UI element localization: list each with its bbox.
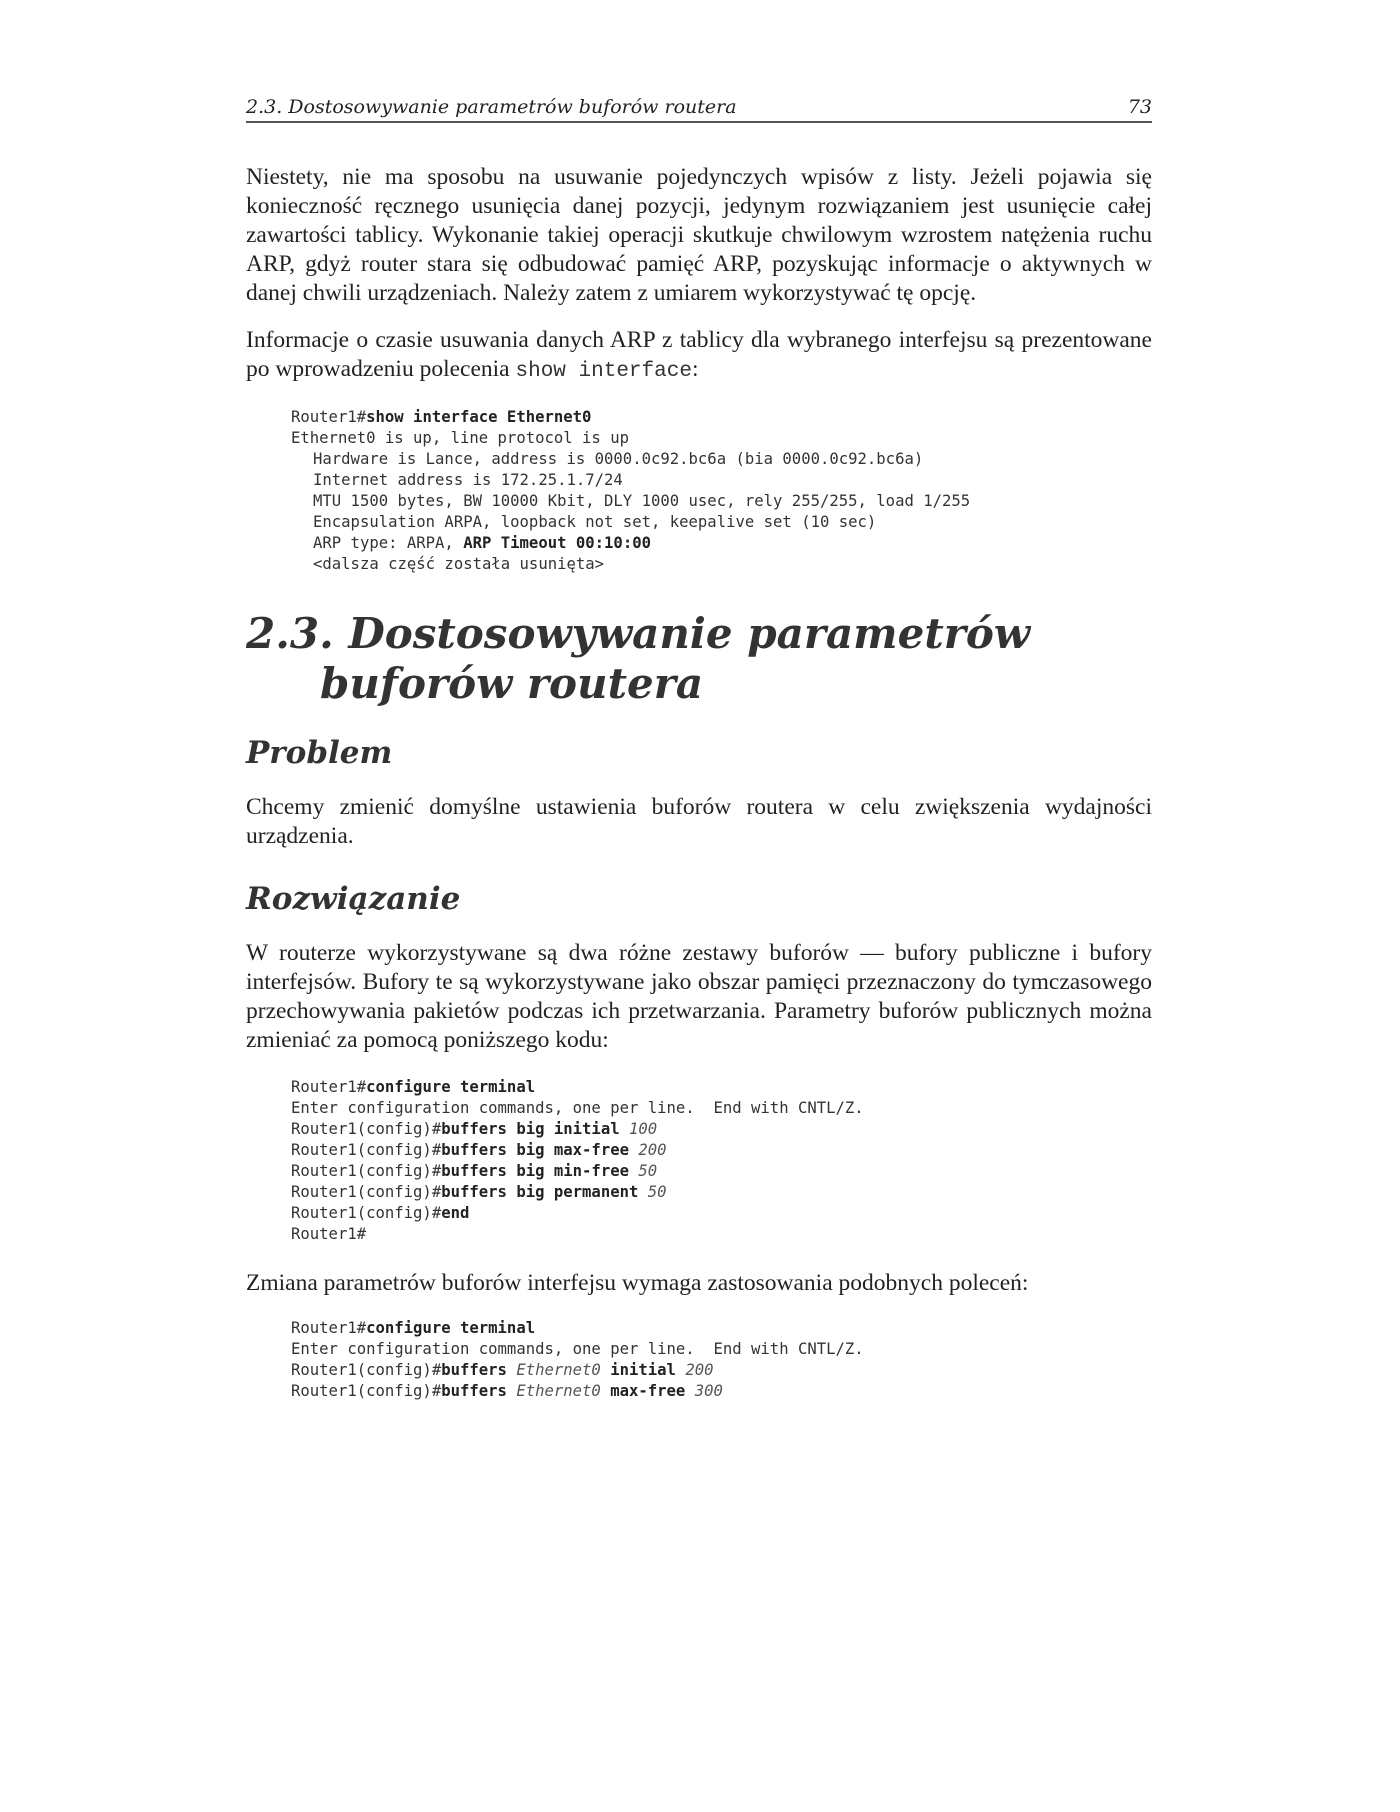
code-block-show-interface: Router1#show interface Ethernet0 Ethernet0 is up, line protocol is up Hardware is Lance, address is 0000.0c92.bc6a (bia 0000.0c92.bc6a) Internet address is 172.25.1.7/24 MTU 1500 bytes, BW 10000 Kbit, DLY 1000 usec, rely 255/255, load 1/255 Encapsulation ARPA, loopback not set, keepalive set (10 sec) ARP type: ARPA, ARP Timeout 00:10:00 <dalsza część została usunięta> [291,408,971,573]
book-page [246,96,1152,1402]
solution-heading: Rozwiązanie [246,881,461,917]
inline-code-show-interface: show interface [515,360,692,383]
page-number: 73 [1127,96,1152,118]
code-block-public-buffers: Router1#configure terminal Enter configuration commands, one per line. End with CNTL/Z. Router1(config)#buffers big initial 100 Router1(config)#buffers big max-free 200 Router1(config)#buffers big min-free 50 Router1(config)#buffers big permanent 50 Router1(config)#end Router1# [291,1078,864,1243]
running-header-title: 2.3. Dostosowywanie parametrów buforów routera [246,96,737,118]
problem-paragraph: Chcemy zmienić domyślne ustawienia buforów routera w celu zwiększenia wydajności urządzenia. [246,794,1152,849]
paragraph-show-interface: Informacje o czasie usuwania danych ARP z tablicy dla wybranego interfejsu są prezentowane po wprowadzeniu polecenia show interface: [246,327,1152,383]
problem-heading: Problem [246,735,393,771]
paragraph-arp-removal: Niestety, nie ma sposobu na usuwanie pojedynczych wpisów z listy. Jeżeli pojawia się konieczność ręcznego usunięcia danej pozycji, jedynym rozwiązaniem jest usunięcie całej zawartości tablicy. Wykonanie takiej operacji skutkuje chwilowym wzrostem natężenia ruchu ARP, gdyż router stara się odbudować pamięć ARP, pozyskując informacje o aktywnych w danej chwili urządzeniach. Należy zatem z umiarem wykorzystywać tę opcję. [246,164,1152,306]
interface-buffers-paragraph: Zmiana parametrów buforów interfejsu wymaga zastosowania podobnych poleceń: [246,1270,1029,1296]
running-header [246,96,1152,123]
code-block-interface-buffers: Router1#configure terminal Enter configuration commands, one per line. End with CNTL/Z. Router1(config)#buffers Ethernet0 initial 200 Router1(config)#buffers Ethernet0 max-free 300 [291,1319,864,1400]
section-heading: 2.3. Dostosowywanie parametrów buforów routera [246,609,1031,708]
solution-paragraph: W routerze wykorzystywane są dwa różne zestawy buforów — bufory publiczne i bufory interfejsów. Bufory te są wykorzystywane jako obszar pamięci przeznaczony do tymczasowego przechowywania pakietów podczas ich przetwarzania. Parametry buforów publicznych można zmieniać za pomocą poniższego kodu: [246,940,1152,1053]
